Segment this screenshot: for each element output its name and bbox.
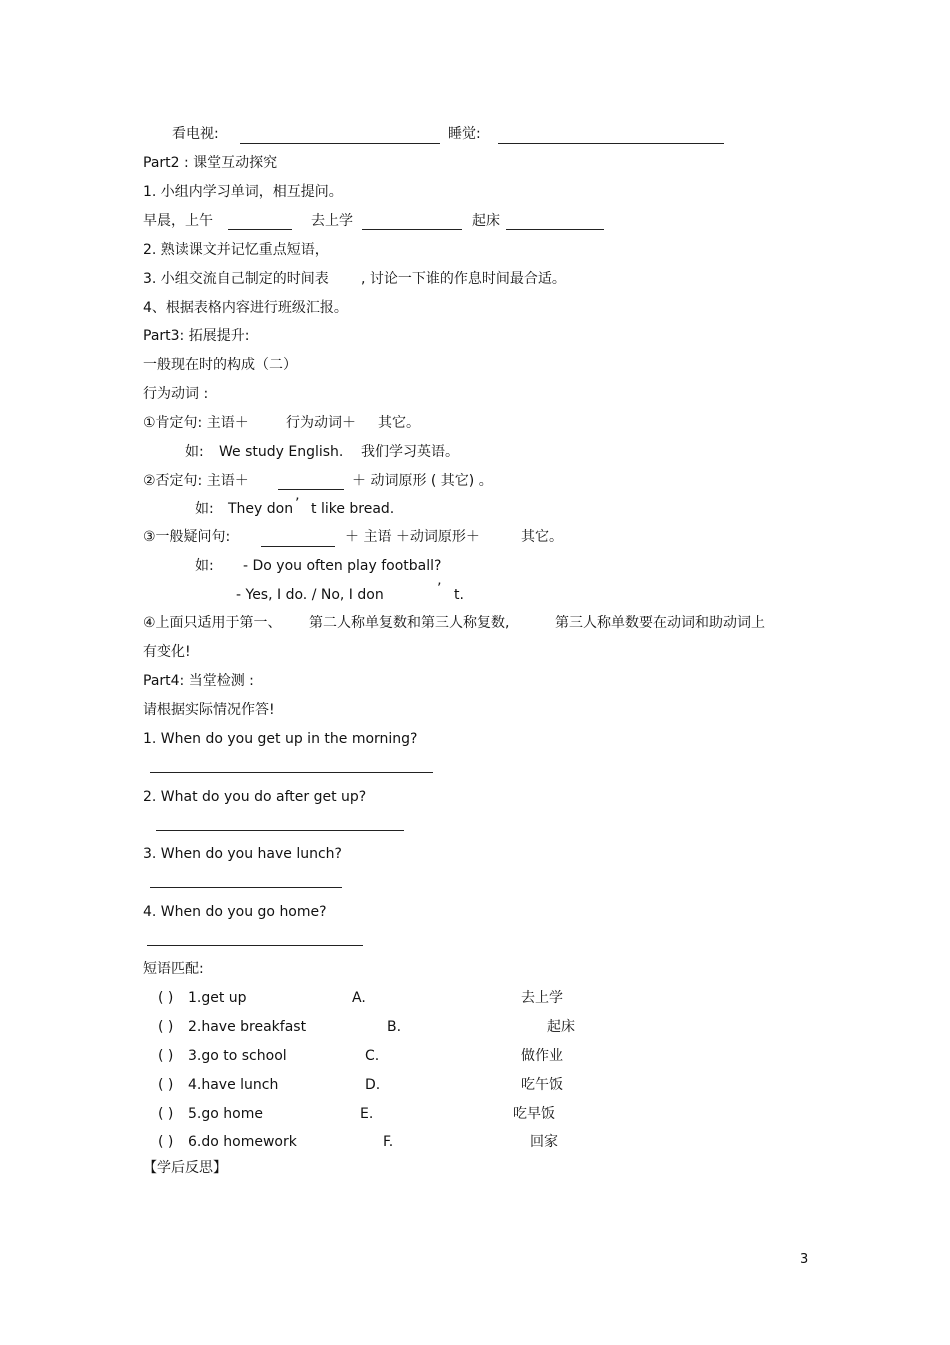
- answer-4-blank[interactable]: [147, 945, 363, 946]
- to-school-blank[interactable]: [362, 229, 462, 230]
- negative-rest: ＋ 动词原形 ( 其它) 。: [352, 473, 493, 489]
- affirmative-verb: 行为动词＋: [286, 415, 356, 431]
- question-3: 3. When do you have lunch?: [143, 846, 342, 862]
- question-4: 4. When do you go home?: [143, 904, 327, 920]
- to-school-label: 去上学: [311, 213, 353, 229]
- match-paren-2[interactable]: ( ): [158, 1019, 174, 1035]
- part4-title: Part4: 当堂检测 :: [143, 673, 254, 689]
- question-rule-end: 其它。: [521, 529, 563, 545]
- question-blank[interactable]: [261, 546, 335, 547]
- affirmative-rule: ①肯定句: 主语＋: [143, 415, 249, 431]
- match-phrase-4: 4.have lunch: [188, 1077, 279, 1093]
- answer-3-blank[interactable]: [150, 887, 342, 888]
- morning-label: 早晨，上午: [143, 213, 213, 229]
- match-paren-6[interactable]: ( ): [158, 1134, 174, 1150]
- match-paren-1[interactable]: ( ): [158, 990, 174, 1006]
- negative-rule: ②否定句: 主语＋: [143, 473, 249, 489]
- match-meaning-b: 起床: [547, 1019, 575, 1035]
- match-paren-4[interactable]: ( ): [158, 1077, 174, 1093]
- match-meaning-e: 吃早饭: [513, 1106, 555, 1122]
- match-paren-3[interactable]: ( ): [158, 1048, 174, 1064]
- match-letter-e: E.: [360, 1106, 374, 1122]
- match-phrase-1: 1.get up: [188, 990, 247, 1006]
- question-2: 2. What do you do after get up?: [143, 789, 367, 805]
- match-letter-f: F.: [383, 1134, 394, 1150]
- tv-label: 看电视:: [172, 126, 219, 142]
- match-letter-a: A.: [352, 990, 366, 1006]
- match-letter-b: B.: [387, 1019, 402, 1035]
- note-line2: 有变化!: [143, 644, 191, 660]
- example3-answer: - Yes, I do. / No, I don: [236, 587, 384, 603]
- note-line1a: ④上面只适用于第一、: [143, 615, 282, 631]
- get-up-blank[interactable]: [506, 229, 604, 230]
- get-up-label: 起床: [472, 213, 500, 229]
- verb-heading: 行为动词 :: [143, 386, 209, 402]
- question-rule: ③一般疑问句:: [143, 529, 231, 545]
- example3-prefix: 如:: [195, 558, 214, 574]
- part2-step3a: 3. 小组交流自己制定的时间表: [143, 271, 329, 287]
- match-meaning-a: 去上学: [521, 990, 563, 1006]
- example1-prefix: 如:: [185, 444, 204, 460]
- example2-prefix: 如:: [195, 501, 214, 517]
- part2-step1: 1. 小组内学习单词，相互提问。: [143, 184, 343, 200]
- morning-blank[interactable]: [228, 229, 292, 230]
- affirmative-other: 其它。: [378, 415, 420, 431]
- answer-2-blank[interactable]: [156, 830, 404, 831]
- example2-en: They don: [228, 501, 294, 517]
- question-rule-mid: ＋ 主语 ＋动词原形＋: [345, 529, 480, 545]
- example3-answer-end: t.: [454, 587, 464, 603]
- sleep-label: 睡觉:: [448, 126, 481, 142]
- example2-apostrophe: ’: [295, 496, 300, 512]
- part3-intro: 一般现在时的构成（二）: [143, 357, 297, 373]
- match-title: 短语匹配:: [143, 961, 204, 977]
- negative-blank[interactable]: [278, 489, 344, 490]
- page-number: 3: [800, 1252, 809, 1267]
- question-1: 1. When do you get up in the morning?: [143, 731, 418, 747]
- example2-en-rest: t like bread.: [311, 501, 395, 517]
- match-meaning-d: 吃午饭: [521, 1077, 563, 1093]
- match-letter-c: C.: [365, 1048, 380, 1064]
- match-phrase-2: 2.have breakfast: [188, 1019, 307, 1035]
- part4-instruction: 请根据实际情况作答!: [143, 702, 275, 718]
- part2-step2: 2. 熟读课文并记忆重点短语，: [143, 242, 329, 258]
- sleep-blank[interactable]: [498, 143, 724, 144]
- example1-cn: 我们学习英语。: [361, 444, 459, 460]
- match-meaning-f: 回家: [530, 1134, 558, 1150]
- match-phrase-6: 6.do homework: [188, 1134, 297, 1150]
- part2-step3b: , 讨论一下谁的作息时间最合适。: [361, 271, 566, 287]
- example3-question: - Do you often play football?: [243, 558, 442, 574]
- tv-blank[interactable]: [240, 143, 440, 144]
- note-line1c: 第三人称单数要在动词和助动词上: [555, 615, 765, 631]
- match-letter-d: D.: [365, 1077, 381, 1093]
- part2-title: Part2 : 课堂互动探究: [143, 155, 278, 171]
- match-phrase-5: 5.go home: [188, 1106, 263, 1122]
- match-phrase-3: 3.go to school: [188, 1048, 287, 1064]
- reflection-heading: 【学后反思】: [143, 1160, 227, 1176]
- match-meaning-c: 做作业: [521, 1048, 563, 1064]
- answer-1-blank[interactable]: [150, 772, 433, 773]
- match-paren-5[interactable]: ( ): [158, 1106, 174, 1122]
- part3-title: Part3: 拓展提升:: [143, 328, 250, 344]
- note-line1b: 第二人称单复数和第三人称复数,: [309, 615, 510, 631]
- part2-step4: 4、根据表格内容进行班级汇报。: [143, 300, 348, 316]
- example1-en: We study English.: [219, 444, 344, 460]
- example3-apostrophe: ’: [437, 581, 442, 597]
